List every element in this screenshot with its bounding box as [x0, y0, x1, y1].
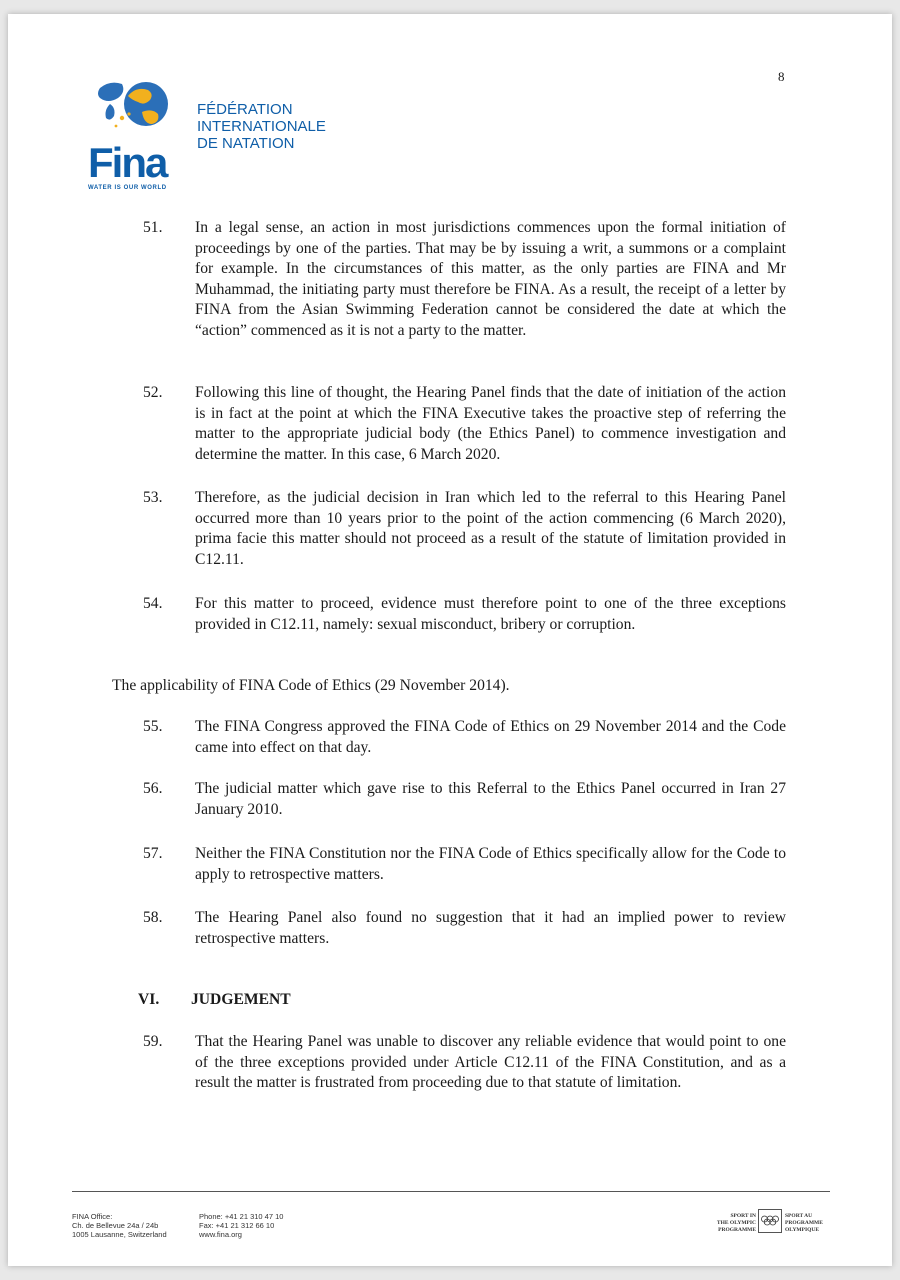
footer-office-address: [72, 1212, 167, 1239]
badge-line: PROGRAMME: [785, 1220, 823, 1226]
paragraph-number: 53.: [143, 489, 163, 506]
badge-line: OLYMPIQUE: [785, 1227, 820, 1233]
badge-line: SPORT IN: [730, 1213, 756, 1219]
paragraph-text: The judicial matter which gave rise to this Referral to the Ethics Panel occurred in Iran 27 January 2010.: [195, 780, 786, 818]
section-heading: The applicability of FINA Code of Ethics (29 November 2014).: [112, 677, 510, 694]
olympic-rings-icon: [758, 1209, 782, 1233]
paragraph-text: The FINA Congress approved the FINA Code of Ethics on 29 November 2014 and the Code came into effect on that day.: [195, 718, 786, 756]
footer-line: Ch. de Bellevue 24a / 24b: [72, 1221, 159, 1230]
paragraph-text: Neither the FINA Constitution nor the FINA Code of Ethics specifically allow for the Code to apply to retrospective matters.: [195, 845, 786, 883]
org-name-line: INTERNATIONALE: [197, 118, 326, 135]
org-name-line: FÉDÉRATION: [197, 101, 293, 118]
olympic-text-en: [708, 1213, 756, 1234]
paragraph-text: For this matter to proceed, evidence must therefore point to one of the three exceptions provided in C12.11, namely: sexual misconduct, bribery or corruption.: [195, 595, 786, 633]
badge-line: THE OLYMPIC: [716, 1220, 756, 1226]
section-number: VI.: [138, 991, 160, 1008]
paragraph-text: Following this line of thought, the Hearing Panel finds that the date of initiation of the action is in fact at the point at which the FINA Executive takes the proactive step of referring the matter to the appropriate judicial body (the Ethics Panel) to commence investigation and determine the matter. In this case, 6 March 2020.: [195, 384, 786, 463]
badge-line: SPORT AU: [785, 1213, 813, 1219]
footer-contact: [199, 1212, 283, 1239]
footer-line: FINA Office:: [72, 1212, 113, 1221]
footer-website-link[interactable]: www.fina.org: [199, 1230, 242, 1239]
page-number: 8: [778, 69, 785, 84]
paragraph-number: 55.: [143, 718, 163, 735]
paragraph-number: 59.: [143, 1033, 163, 1050]
section-title: JUDGEMENT: [191, 991, 291, 1008]
olympic-programme-badge: [708, 1209, 832, 1239]
badge-line: PROGRAMME: [718, 1227, 756, 1233]
footer-phone: Phone: +41 21 310 47 10: [199, 1212, 284, 1221]
paragraph-number: 54.: [143, 595, 163, 612]
org-name-line: DE NATATION: [197, 135, 295, 152]
organization-name: [197, 101, 326, 152]
olympic-text-fr: [785, 1213, 835, 1234]
paragraph-number: 52.: [143, 384, 163, 401]
paragraph-number: 56.: [143, 780, 163, 797]
logo-wordmark: Fina: [88, 139, 167, 186]
paragraph-text: In a legal sense, an action in most jurisdictions commences upon the formal initiation of proceedings by one of the parties. That may be by issuing a writ, a summons or a complaint for example. In the circumstances of this matter, as the only parties are FINA and Mr Muhammad, the initiating party must therefore be FINA. As a result, the receipt of a letter by FINA from the Asian Swimming Federation cannot be considered the date at which the “action” commenced as it is not a party to the matter.: [195, 219, 786, 339]
logo-tagline: WATER IS OUR WORLD: [88, 185, 167, 191]
paragraph-number: 51.: [143, 219, 163, 236]
paragraph-text: The Hearing Panel also found no suggestion that it had an implied power to review retrospective matters.: [195, 909, 786, 947]
paragraph-text: Therefore, as the judicial decision in Iran which led to the referral to this Hearing Panel occurred more than 10 years prior to the point of the action commencing (6 March 2020), prima facie this matter should not proceed as a result of the statute of limitation provided in C12.11.: [195, 489, 786, 568]
footer-fax: Fax: +41 21 312 66 10: [199, 1221, 275, 1230]
document-page: [8, 14, 892, 1266]
paragraph-number: 57.: [143, 845, 163, 862]
footer-line: 1005 Lausanne, Switzerland: [72, 1230, 167, 1239]
paragraph-text: That the Hearing Panel was unable to discover any reliable evidence that would point to one of the three exceptions provided under Article C12.11 of the FINA Constitution, and as a result the matter is frustrated from proceeding due to that statute of limitation.: [195, 1033, 786, 1092]
paragraph-number: 58.: [143, 909, 163, 926]
footer-divider: [72, 1191, 830, 1192]
